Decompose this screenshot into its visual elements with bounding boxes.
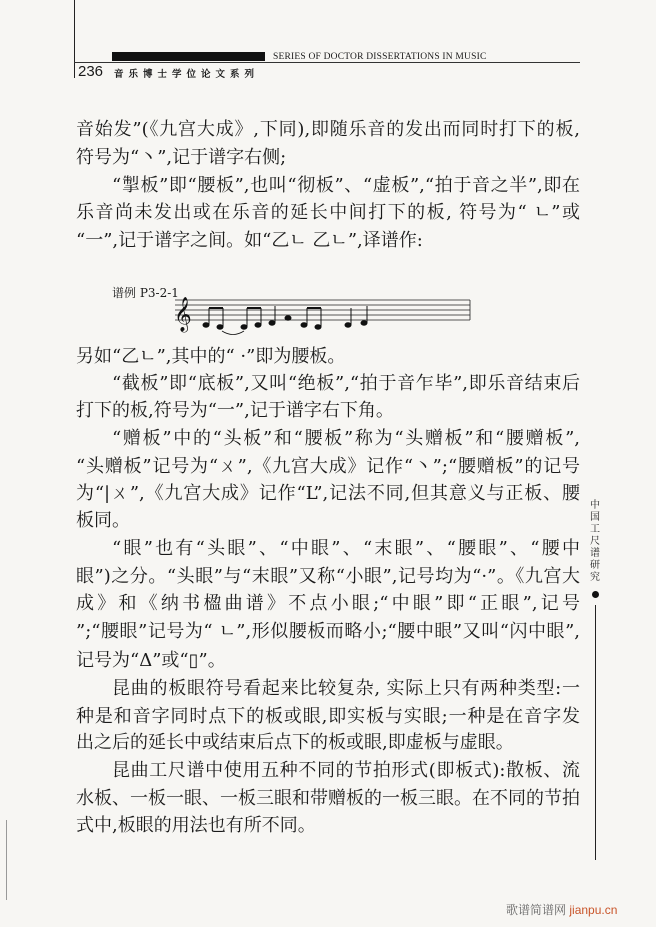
text-line: “头赠板”记号为“ㄨ”,《九宫大成》记作“丶”;“腰赠板”的记号 bbox=[76, 456, 580, 477]
text-line: 符号为“丶”,记于谱字右侧; bbox=[76, 147, 287, 168]
text-line: ”;“腰眼”记号为“ ㄴ”,形似腰板而略小;“腰中眼”又叫“闪中眼”, bbox=[76, 621, 580, 642]
text-line: “掣板”即“腰板”,也叫“彻板”、“虚板”,“拍于音之半”,即在 bbox=[112, 175, 580, 196]
treble-clef-icon: 𝄞 bbox=[174, 297, 192, 332]
bullet-icon bbox=[592, 591, 599, 598]
text-line: 板同。 bbox=[76, 510, 130, 531]
watermark-url: jianpu.cn bbox=[569, 903, 618, 917]
text-line: “一”,记于谱字之间。如“乙ㄴ 乙ㄴ”,译谱作: bbox=[76, 230, 423, 251]
example-caption: 谱例 P3-2-1 bbox=[112, 286, 179, 300]
text-line: 式中,板眼的用法也有所不同。 bbox=[76, 815, 316, 836]
text-line: “赠板”中的“头板”和“腰板”称为“头赠板”和“腰赠板”, bbox=[112, 428, 580, 449]
series-title-en: SERIES OF DOCTOR DISSERTATIONS IN MUSIC bbox=[273, 52, 487, 62]
text-line: 水板、一板一眼、一板三眼和带赠板的一板三眼。在不同的节拍 bbox=[76, 788, 580, 809]
text-line: 昆曲的板眼符号看起来比较复杂, 实际上只有两种类型:一 bbox=[112, 678, 580, 699]
text-line: 种是和音字同时点下的板或眼,即实板与实眼;一种是在音字发 bbox=[76, 706, 580, 727]
text-line: 音始发”(《九宫大成》,下同),即随乐音的发出而同时打下的板, bbox=[76, 119, 580, 140]
header-bar bbox=[112, 52, 265, 61]
music-staff-example bbox=[170, 288, 475, 338]
series-title-cn: 音乐博士学位论文系列 bbox=[114, 69, 260, 80]
watermark-cn: 歌谱简谱网 bbox=[506, 903, 567, 917]
text-line: 记号为“Δ”或“▯”。 bbox=[76, 650, 226, 671]
text-line: 昆曲工尺谱中使用五种不同的节拍形式(即板式):散板、流 bbox=[112, 760, 580, 781]
text-line: 成》和《纳书楹曲谱》不点小眼;“中眼”即“正眼”,记号 bbox=[76, 593, 580, 614]
side-rule bbox=[595, 605, 596, 860]
text-line: 乐音尚未发出或在乐音的延长中间打下的板, 符号为“ ㄴ”或 bbox=[76, 202, 580, 223]
text-line: “截板”即“底板”,又叫“绝板”,“拍于音乍毕”,即乐音结束后 bbox=[112, 373, 580, 394]
page-number: 236 bbox=[78, 63, 104, 80]
text-line: “眼”也有“头眼”、“中眼”、“末眼”、“腰眼”、“腰中 bbox=[112, 538, 580, 559]
watermark bbox=[506, 901, 617, 918]
side-running-title: 中国工尺谱研究 bbox=[590, 500, 600, 583]
text-line: 为“|ㄨ”,《九宫大成》记作“L”,记法不同,但其意义与正板、腰 bbox=[76, 483, 580, 504]
text-line: 出之后的延长中或结束后点下的板或眼,即虚板与虚眼。 bbox=[76, 732, 514, 753]
text-line: 另如“乙ㄴ”,其中的“ ·”即为腰板。 bbox=[76, 346, 346, 367]
header-rule bbox=[74, 62, 580, 63]
text-line: 眼”)之分。“头眼”与“末眼”又称“小眼”,记号均为“·”。《九宫大 bbox=[76, 566, 580, 587]
left-margin-rule bbox=[6, 820, 7, 900]
header-left-rule bbox=[74, 0, 75, 78]
text-line: 打下的板,符号为“一”,记于谱字右下角。 bbox=[76, 400, 394, 421]
